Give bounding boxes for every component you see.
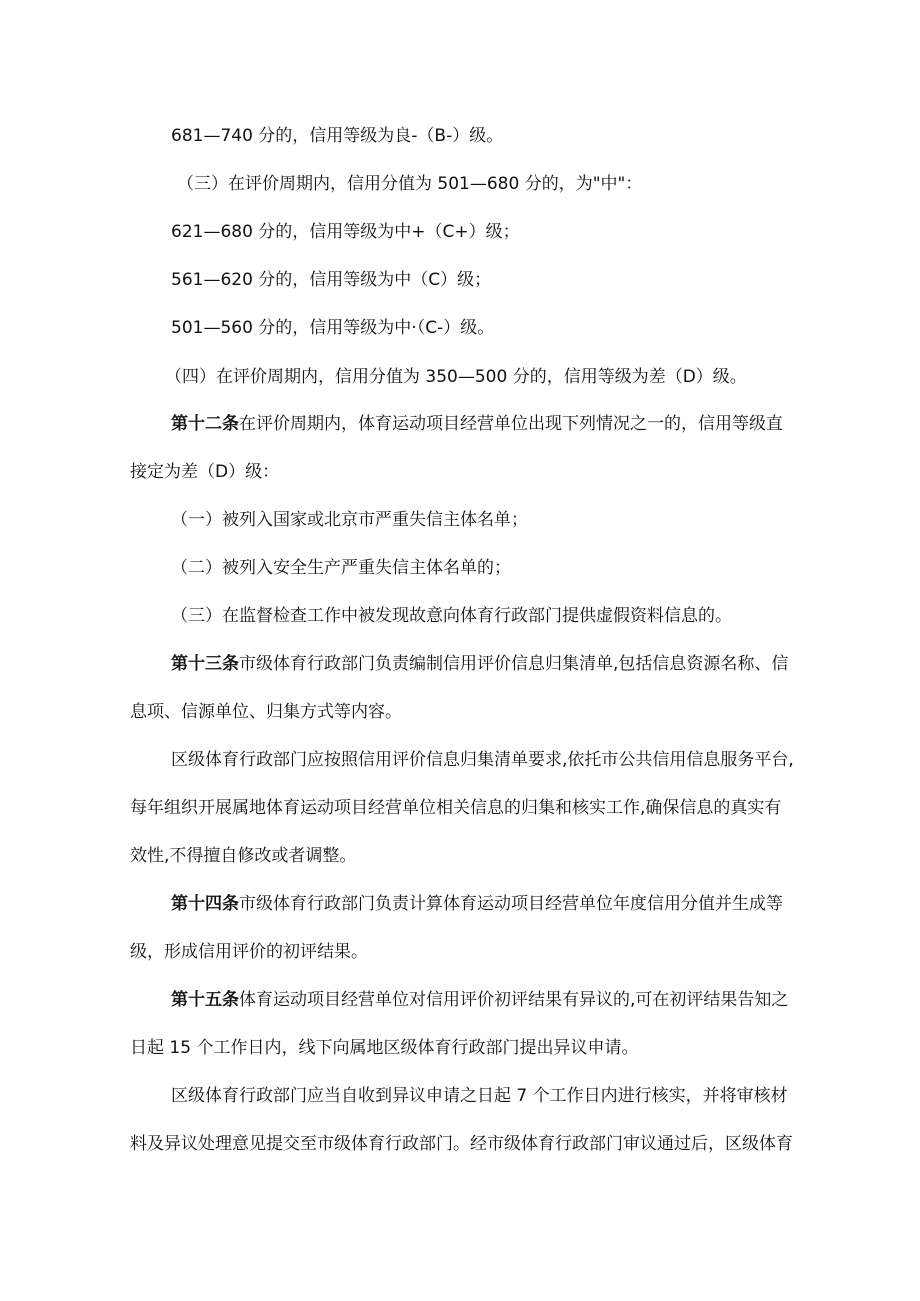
text-line: 接定为差（D）级： bbox=[130, 462, 280, 482]
text-line: 681—740 分的，信用等级为良-（B-）级。 bbox=[171, 126, 504, 146]
text-line: 日起 15 个工作日内，线下向属地区级体育行政部门提出异议申请。 bbox=[130, 1038, 639, 1058]
text-line: 每年组织开展属地体育运动项目经营单位相关信息的归集和核实工作,确保信息的真实有 bbox=[130, 798, 782, 818]
article-heading: 第十二条 bbox=[171, 414, 239, 434]
text-line: 区级体育行政部门应按照信用评价信息归集清单要求,依托市公共信用信息服务平台, bbox=[171, 750, 794, 770]
text-line: 效性,不得擅自修改或者调整。 bbox=[130, 846, 357, 866]
text-line: 级，形成信用评价的初评结果。 bbox=[130, 942, 368, 962]
article-heading: 第十三条 bbox=[171, 654, 239, 674]
text-line: 621—680 分的，信用等级为中+（C+）级； bbox=[171, 222, 520, 242]
text-line: 料及异议处理意见提交至市级体育行政部门。经市级体育行政部门审议通过后，区级体育 bbox=[130, 1134, 793, 1154]
article-line: 第十二条在评价周期内，体育运动项目经营单位出现下列情况之一的，信用等级直 bbox=[171, 414, 783, 434]
text-line: （一）被列入国家或北京市严重失信主体名单； bbox=[171, 510, 528, 530]
text-line: 561—620 分的，信用等级为中（C）级； bbox=[171, 270, 492, 290]
text-line: 501—560 分的，信用等级为中·（C-）级。 bbox=[171, 318, 495, 338]
text-line: （四）在评价周期内，信用分值为 350—500 分的，信用等级为差（D）级。 bbox=[165, 367, 747, 387]
text-line: （二）被列入安全生产严重失信主体名单的； bbox=[171, 558, 511, 578]
text-line: 息项、信源单位、归集方式等内容。 bbox=[130, 702, 402, 722]
article-heading: 第十五条 bbox=[171, 990, 239, 1010]
article-heading: 第十四条 bbox=[171, 894, 239, 914]
text-line: 区级体育行政部门应当自收到异议申请之日起 7 个工作日内进行核实，并将审核材 bbox=[171, 1086, 788, 1106]
article-line: 第十四条市级体育行政部门负责计算体育运动项目经营单位年度信用分值并生成等 bbox=[171, 894, 783, 914]
article-line: 第十三条市级体育行政部门负责编制信用评价信息归集清单,包括信息资源名称、信 bbox=[171, 654, 789, 674]
text-line: （三）在评价周期内，信用分值为 501—680 分的，为"中"： bbox=[177, 174, 643, 194]
article-line: 第十五条体育运动项目经营单位对信用评价初评结果有异议的,可在初评结果告知之 bbox=[171, 990, 789, 1010]
text-line: （三）在监督检查工作中被发现故意向体育行政部门提供虚假资料信息的。 bbox=[171, 606, 732, 626]
